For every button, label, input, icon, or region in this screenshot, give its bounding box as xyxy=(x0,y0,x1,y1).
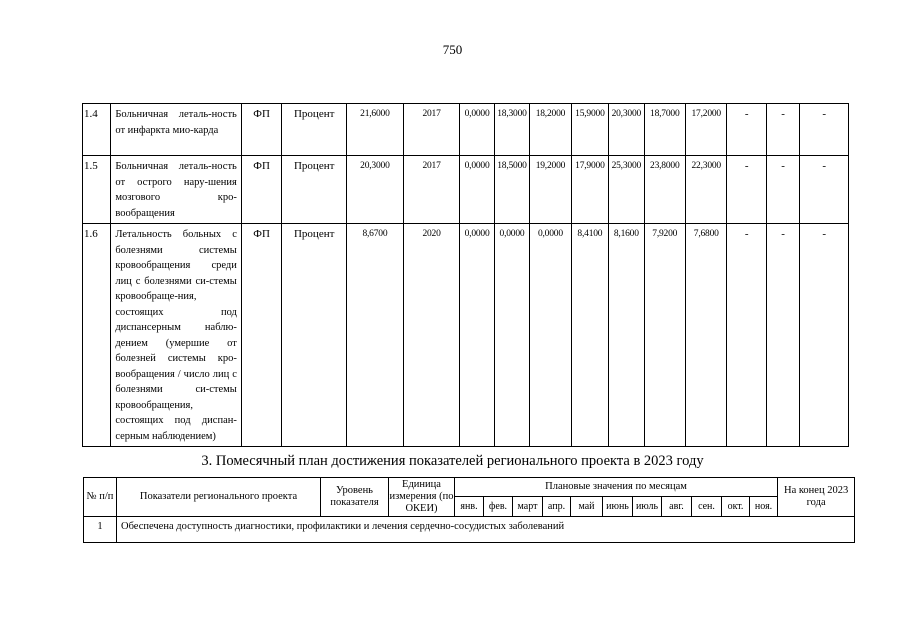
month-header: июль xyxy=(633,497,662,517)
value-cell: 8,4100 xyxy=(571,224,608,447)
dash-cell: - xyxy=(766,156,799,224)
month-header: авг. xyxy=(662,497,692,517)
base-year: 2020 xyxy=(403,224,460,447)
value-cell: 0,0000 xyxy=(494,224,529,447)
month-header: март xyxy=(513,497,543,517)
row-number: 1.5 xyxy=(83,156,111,224)
base-value: 21,6000 xyxy=(347,104,404,156)
indicator-name: Больничная леталь-​ность от инфаркта мио-​карда xyxy=(111,104,242,156)
value-cell: 0,0000 xyxy=(530,224,571,447)
header-num: № п/п xyxy=(84,478,117,517)
page-number: 750 xyxy=(442,42,463,57)
value-cell: 17,9000 xyxy=(571,156,608,224)
dash-cell: - xyxy=(800,156,849,224)
indicator-name: Летальность больных с болезнями системы кровообращения среди лиц с болезнями си-​стемы кровообраще-​ния, состоящих под диспансерным наблю-​дением (умершие от болезней системы кро-​вообращения / число лиц с болезнями си-​стемы кровообращения, состоящих под диспан-​серным наблюдением) xyxy=(111,224,242,447)
value-cell: 0,0000 xyxy=(460,156,494,224)
value-cell: 22,3000 xyxy=(686,156,727,224)
value-cell: 0,0000 xyxy=(460,104,494,156)
monthly-plan-table xyxy=(83,477,855,543)
value-cell: 18,5000 xyxy=(494,156,529,224)
row-text: Обеспечена доступность диагностики, профилактики и лечения сердечно-сосудистых заболеваний xyxy=(117,517,855,543)
indicator-unit: Процент xyxy=(282,224,347,447)
indicator-unit: Процент xyxy=(282,156,347,224)
dash-cell: - xyxy=(766,104,799,156)
month-header: янв. xyxy=(455,497,484,517)
dash-cell: - xyxy=(766,224,799,447)
header-unit: Единица измерения (по ОКЕИ) xyxy=(389,478,455,517)
dash-cell: - xyxy=(800,224,849,447)
header-level: Уровень показателя xyxy=(321,478,389,517)
row-num: 1 xyxy=(84,517,117,543)
month-header: сен. xyxy=(692,497,722,517)
indicators-table xyxy=(82,103,849,447)
value-cell: 8,1600 xyxy=(609,224,644,447)
header-indicators: Показатели регионального проекта xyxy=(117,478,321,517)
header-end: На конец 2023 года xyxy=(778,478,855,517)
value-cell: 7,6800 xyxy=(686,224,727,447)
base-value: 20,3000 xyxy=(347,156,404,224)
table-row xyxy=(83,224,849,447)
value-cell: 0,0000 xyxy=(460,224,494,447)
value-cell: 17,2000 xyxy=(686,104,727,156)
base-value: 8,6700 xyxy=(347,224,404,447)
month-header: ноя. xyxy=(750,497,778,517)
header-planned: Плановые значения по месяцам xyxy=(455,478,778,497)
indicator-level: ФП xyxy=(241,104,281,156)
indicator-name: Больничная леталь-​ность от острого нару-​шения мозгового кро-​вообращения xyxy=(111,156,242,224)
month-header: окт. xyxy=(722,497,750,517)
base-year: 2017 xyxy=(403,104,460,156)
value-cell: 7,9200 xyxy=(644,224,685,447)
dash-cell: - xyxy=(800,104,849,156)
table-row xyxy=(83,104,849,156)
indicator-level: ФП xyxy=(241,224,281,447)
indicator-level: ФП xyxy=(241,156,281,224)
dash-cell: - xyxy=(727,104,766,156)
value-cell: 25,3000 xyxy=(609,156,644,224)
month-header: фев. xyxy=(484,497,513,517)
month-header: июнь xyxy=(603,497,633,517)
value-cell: 18,2000 xyxy=(530,104,571,156)
row-number: 1.4 xyxy=(83,104,111,156)
value-cell: 20,3000 xyxy=(609,104,644,156)
row-number: 1.6 xyxy=(83,224,111,447)
value-cell: 15,9000 xyxy=(571,104,608,156)
value-cell: 18,7000 xyxy=(644,104,685,156)
section-title: 3. Помесячный план достижения показателей регионального проекта в 2023 году xyxy=(201,453,704,469)
value-cell: 18,3000 xyxy=(494,104,529,156)
value-cell: 19,2000 xyxy=(530,156,571,224)
month-header: апр. xyxy=(543,497,571,517)
table-row xyxy=(83,156,849,224)
month-header: май xyxy=(571,497,603,517)
dash-cell: - xyxy=(727,224,766,447)
base-year: 2017 xyxy=(403,156,460,224)
value-cell: 23,8000 xyxy=(644,156,685,224)
indicator-unit: Процент xyxy=(282,104,347,156)
dash-cell: - xyxy=(727,156,766,224)
